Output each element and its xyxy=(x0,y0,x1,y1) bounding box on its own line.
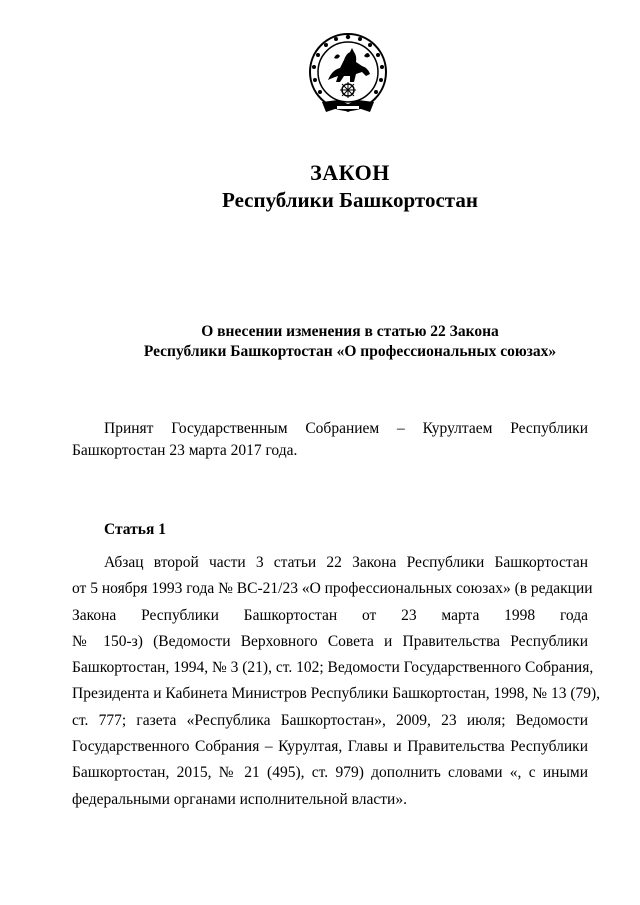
article-line: Башкортостан, 2015, № 21 (495), ст. 979) дополнить словами «, с иными xyxy=(72,764,588,782)
law-subject-line-2: Республики Башкортостан «О профессиональных союзах» xyxy=(143,343,557,360)
article-body xyxy=(72,550,601,813)
law-subject-line-1: О внесении изменения в статью 22 Закона xyxy=(201,323,499,340)
article-line: ст. 777; газета «Республика Башкортостан», 2009, 23 июля; Ведомости xyxy=(72,711,588,729)
article-line: Абзац второй части 3 статьи 22 Закона Республики Башкортостан xyxy=(104,554,588,571)
law-subject xyxy=(0,322,640,362)
article-line: от 5 ноября 1993 года № ВС-21/23 «О профессиональных союзах» (в редакции xyxy=(72,580,593,598)
document-subtitle: Республики Башкортостан xyxy=(222,188,478,212)
article-line: Башкортостан, 1994, № 3 (21), ст. 102; Ведомости Государственного Собрания, xyxy=(72,659,594,677)
document-title: ЗАКОН xyxy=(310,160,390,185)
article-line: Закона Республики Башкортостан от 23 марта 1998 года xyxy=(72,606,588,624)
adoption-statement xyxy=(72,418,588,462)
article-line: Президента и Кабинета Министров Республики Башкортостан, 1998, № 13 (79), xyxy=(72,685,601,703)
article-line: № 150-з) (Ведомости Верховного Совета и Правительства Республики xyxy=(72,632,588,650)
article-heading: Статья 1 xyxy=(104,521,166,538)
bashkortostan-coat-of-arms-icon xyxy=(304,30,392,130)
article-line: федеральными органами исполнительной власти». xyxy=(72,790,407,808)
article-line: Государственного Собрания – Курултая, Главы и Правительства Республики xyxy=(72,738,588,756)
adoption-line-1: Принят Государственным Собранием – Курултаем Республики xyxy=(104,420,588,437)
adoption-line-2: Башкортостан 23 марта 2017 года. xyxy=(72,442,298,459)
